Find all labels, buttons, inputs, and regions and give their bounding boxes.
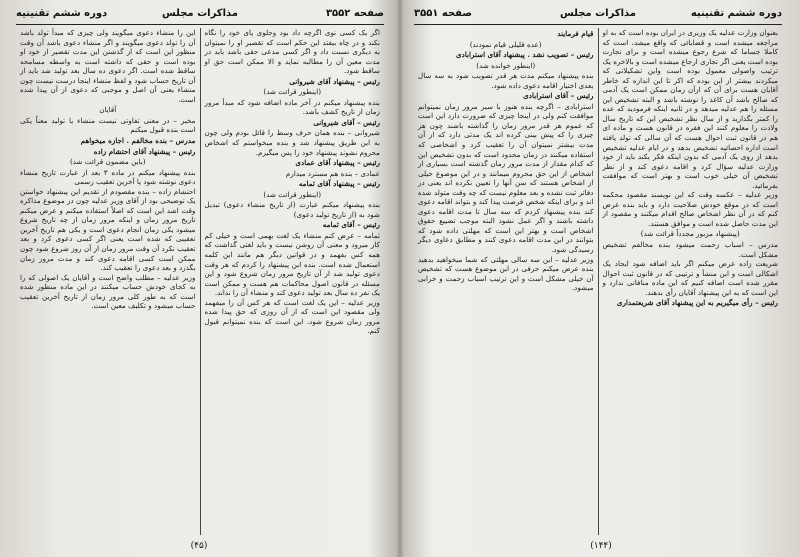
column-right [201,28,385,535]
paragraph: این را منشاء دعوی میگویند ولی چیزی که مبدأ تولد باشد آن را تولد دعوی میگویند و اگر منشاء دعوی باشد آن وقت منظور این است که از گذشتن این مدت تقصیر از خود او بوده است و حقی که داشته است به واسطه مسامحه ساقط شده است. اگر دعوی ده سال بعد تولید شد باید از آن تاریخ حساب شود و لفظ منشاء اینجا درست نیست چون منشاء یعنی آن اصل و موجبی که دعوی از آن پیدا شده است. [20,28,196,104]
page-3551 [402,0,800,557]
speaker-line: رئیس – پیشنهاد آقای شیروانی [289,76,380,86]
paragraph: مخبر – در معنی تفاوتی نیست منشاء یا تولید معناً یکی است بنده قبول میکنم [20,115,196,135]
paragraph: ثمامه – عرض کنم منشاء یک لغت بهمی است و خیلی کم کار میرود و معنی آن روشن نیست و باید لغتی گذاشت که همه کس بفهمد و در قوانین دیگر هم مانند این کلمه استعمال شده است. بنده این پیشنهاد را کردم که هر وقت دعوی تولید شد از آن تاریخ مرور زمان شروع شود و این مسئله در قانون اصول محاکمات هم هست و ممکن است یک نفر ده سال بعد تولید دعوی کند و منشاء آن را نداند. [204,230,380,298]
paragraph: شیروانی – بنده همان حرف وسط را قائل بودم ولی چون به این طریق پیشنهاد شد و بنده میخواستم که اشخاص محروم نشوند پیشنهاد خود را پس میگیرم. [204,128,380,157]
text-columns [414,28,782,535]
page-number-label: صفحه ۳۵۵۲ [325,8,384,19]
speaker-line: رئیس – آقای ثمامه [322,220,380,230]
speaker-line: مدرس – بنده مخالفم . اجازه میخواهم [80,136,196,146]
speaker-line: رئیس – پیشنهاد آقای احتشام زاده [93,146,196,156]
speaker-line: رئیس – پیشنهاد آقای عمادی [295,158,380,168]
session-label: دوره ششم تقنینیه [690,8,782,19]
stage-note: (باین مضمون قرائت شد) [69,157,146,167]
page-header [414,6,782,25]
paragraph: وزیر عدلیه – مطلب واضح است و آقایان یک اصولی که را به کجای خودش حساب میکنند در این ماده منظور شده است که به طور کلی مرور زمان از تاریخ آخرین تعقیب حساب میشود و تکلیف معین است. [20,272,196,311]
column-left [16,28,200,535]
speaker-line: رئیس – آقای شیروانی [313,117,380,127]
page-footer-number: (۴۵) [190,541,208,551]
paragraph: احتشام زاده – بنده مقصودم از تقدیم این پیشنهاد خواستن یک توضیحی بود از آقای وزیر عدلیه چون در موضوع مذاکره وقت اشد این است که اصلاً استفاده میکنم و عرض میکنم تاریخ مرور زمان و اینکه مرور زمان از چه تاریخ شروع میشود یکی زمان انجام دعوی است و یکی هم تاریخ آخرین تعقیبی که شده است یعنی اگر کسی دعوی کرد و بعد تعقیب نکرد آن وقت مرور زمان از آن روز شروع شود چون ممکن است کسی اقامه دعوی کند و مدت مرور زمان بگذرد و بعد دعوی را تعقیب کند. [20,186,196,273]
paragraph: بنده پیشنهاد میکنم عبارت (از تاریخ منشاء دعوی) تبدیل شود به (از تاریخ تولید دعوی) [204,200,380,219]
publication-title: مذاکرات مجلس [161,8,239,19]
paragraph: استرابادی – اگرچه بنده هنوز با سیر مرور زمان نمیتوانم موافقت کنم ولی در اینجا چیزی که ضرورت دارد این است که عموم هر قدر مرور زمان را گذاشته باشند چون هر چیزی را که پیش بینی کرده اند یک مدتی دارد که از آن مدت بیشتر نمیتوان آن را تعقیب کرد و اشخاصی که استفاده میکنند در زمان محدود است که بدون تشخیص این که کدام مقدار از مدت مرور زمان گذشته است بسیاری از اشخاص از این حق محروم میمانند و در این موضوع خیلی از اشخاص هستند که سن آنها را تعیین نکرده اند یعنی در دفاتر ثبت نشده و بعد معلوم نیست که چه وقت متولد شده اند و برای اینکه شخص فرصت پیدا کند و بتواند اقامه دعوی کند بنده پیشنهاد کردم که سه سال تا مدت اقامه دعوی داشته باشند و اگر عمل نشود البته موجب تضییع حقوق اشخاص است و بهتر این است که مهلتی داده شود که بتوانند در این مدت اقامه دعوی کنند و مطابق دعاوی دیگر رسیدگی شود. [418,101,594,255]
page-3552 [0,0,398,557]
paragraph: وزیر عدلیه – این یک لغت است که هر کس آن را میفهمد ولی مقصود این است که از آن روزی که حق پیدا شده مرور زمان شروع شود. این است که بنده نمیتوانم قبول کنم. [204,297,380,336]
speaker-line: رئیس – تصویب نشد . پیشنهاد آقای استرابادی [456,50,594,60]
paragraph: اگر یک کسی نوی اگرچه داد بود وجلوی پای خود را نگاه نکند و در چاه بیفتد این حکم است که تقصیر او را نمیتوان به دیگری نسبت داد و اگر کسی مدعی حقی باشد باید در مدت معین آن را مطالبه نماید و الا ممکن است حق او ساقط شود. [204,28,380,76]
stage-note: (اینطور خوانده شد) [476,60,536,70]
session-label: دوره ششم تقنینیه [16,8,108,19]
speaker-line: رئیس – رأی میگیریم به این پیشنهاد آقای شریعتمداری [616,298,778,308]
stage-note: (اینطور قرائت شد) [263,87,322,97]
page-header [16,6,384,25]
publication-title: مذاکرات مجلس [559,8,637,19]
column-right [599,28,783,535]
column-left [414,28,598,535]
text-columns [16,28,384,535]
stage-note: (پیشنهاد مزبور مجدداً قرائت شد) [640,229,740,239]
page-footer-number: (۱۴۴) [590,541,612,551]
speaker-line: رئیس – آقای استرابادی [523,91,594,101]
speaker-line: قیام فرمایند [557,29,594,38]
speaker-line: آقایان [99,105,117,115]
paragraph: بنده پیشنهاد میکنم مدت هر قدر تصویب شود به سه سال بعدی اختیار اقامه دعوی داده شود. [418,71,594,90]
paragraph: شریعت زاده عرض میکنم اگر باید اضافه شود ایجاد یک اشکالی است و این منشأ و ترتیبی که در قانون ثبت احوال مقرر شده است اضافه کنیم که این ماده منافاتی ندارد و این است که به این پیشنهاد آقایان رأی بدهند. [602,259,778,297]
paragraph: بنده پیشنهاد میکنم در آخر ماده اضافه شود که مبدأ مرور زمان از تاریخ کشف باشد. [204,97,380,117]
paragraph: وزیر عدلیه – عکسه وقت که این نویسند مقصود محکمه است که در موقع خودش صلاحیت دارد و باید بنده عرض کنم که در آن نظر اشخاص صالح اقدام میکنند و مقصود از این مدت حاصل شده است و موافق هستند. [602,190,778,228]
stage-note: (عده قلیلی قیام نمودند) [469,39,542,49]
paragraph: عمادی – بنده هم مسترد میدارم [285,168,380,178]
speaker-line: رئیس – پیشنهاد آقای ثمامه [298,179,380,189]
paragraph: بعنوان وزارت عدلیه یک وزیری در ایران بوده است که به او مراجعه میشده است و قضایائی که واقع میشد، است که کاملا جساما که شرع رجوع میشده است و برای تجارت بوده است یعنی اگر تجاری ارجاع میشده است و بالاخره یک ترتیب واصولی معمول بوده است واین تشکیلاتی که میکردند بیشتر از این بوده که اکر تا این اندازه که خاطر آقایان هست برای آن که ازآن زمان ممکن است یک آدمی که صالح باشد آن کاغذ را نوشته باشد و البته تشخیص این مسئله را هم عدلیه میدهد و در ثانیه اینکه فرمودید که عده را کمتر بگذارید و از سال نظر تشخیص این که تاریخ سال ولادت را معلوم کنند این فقره در قانون هست و ماده ای هم در قانون ثبت احوال هست که آن سالی که تولد یافته است اداره احصائیه تشخیص بدهد و در ایام عدلیه تشخیص بدهد از روی یک آدمی که بدون اینکه فکر بکند باید از خود وزارت عدلیه سؤال کرد و اقامه دعوی کند و از نظر تشخیص آن خیلی خوب است و بهتر است که موافقت بفرمائید. [602,28,778,190]
paragraph: مدرس – اسباب زحمت میشود بنده مخالفم تشخیص مشکل است. [602,240,778,259]
paragraph: وزیر عدلیه – این سه سالی مهلتی که شما میخواهید بدهید بنده عرض میکنم حرفی در این موضوع هست که تشخیص آن خیلی مشکل است و این ترتیب اسباب زحمت و خرابی میشود. [418,254,594,293]
page-number-label: صفحه ۳۵۵۱ [414,8,473,19]
stage-note: (اینطور قرائت شد) [263,189,322,199]
paragraph: بنده پیشنهاد میکنم در ماده ۳ بعد از عبارت تاریخ منشاء دعوی نوشته شود یا آخرین تعقیب رسمی [20,167,196,187]
